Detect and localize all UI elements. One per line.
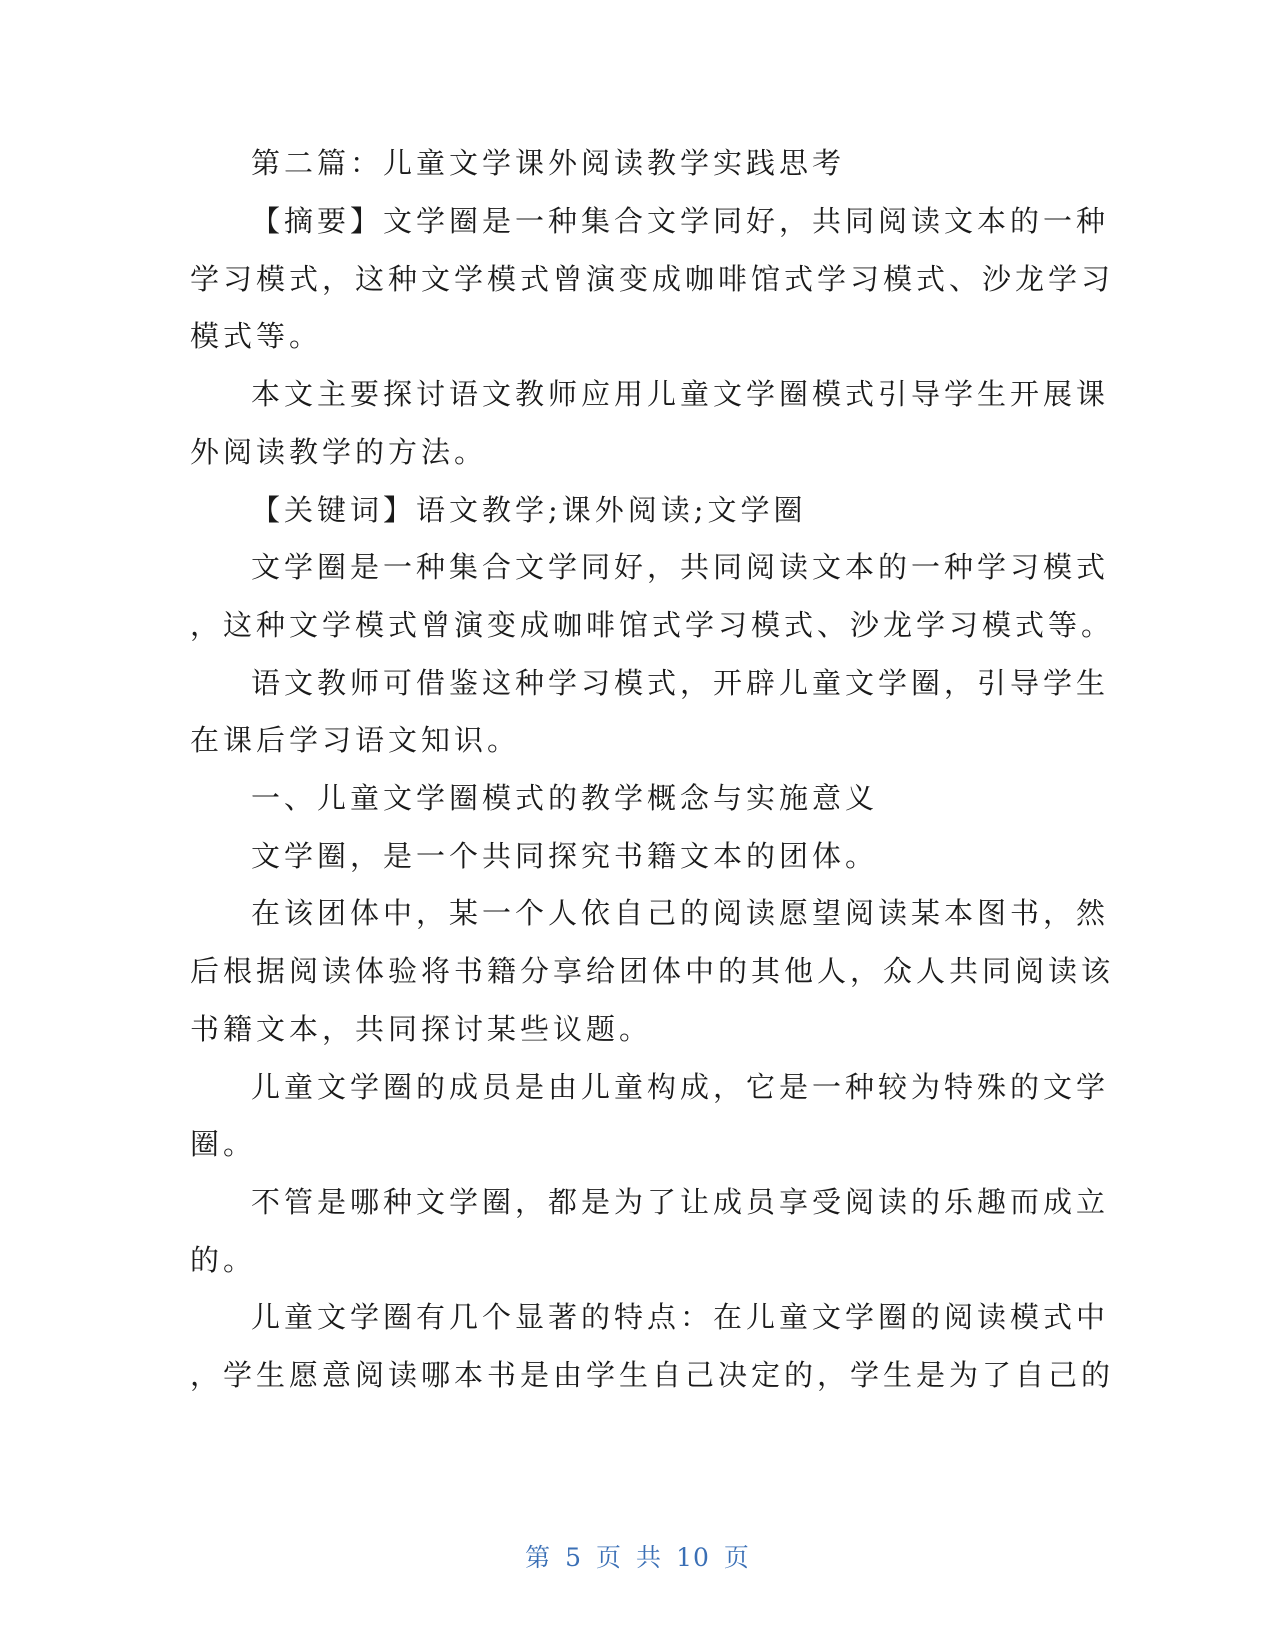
- footer-page-word: 页: [596, 1543, 623, 1572]
- body-line: 的。: [190, 1243, 257, 1277]
- body-line: 在该团体中，某一个人依自己的阅读愿望阅读某本图书，然: [251, 896, 1110, 930]
- body-line: 儿童文学圈有几个显著的特点：在儿童文学圈的阅读模式中: [251, 1300, 1110, 1334]
- abstract-line: 模式等。: [190, 319, 323, 353]
- body-line: 书籍文本，共同探讨某些议题。: [190, 1012, 653, 1046]
- total-pages-number: 10: [676, 1543, 710, 1572]
- body-line: ，这种文学模式曾演变成咖啡馆式学习模式、沙龙学习模式等。: [190, 608, 1115, 642]
- body-line: 圈。: [190, 1127, 257, 1161]
- body-line: 文学圈是一种集合文学同好，共同阅读文本的一种学习模式: [251, 550, 1110, 584]
- body-line: 文学圈，是一个共同探究书籍文本的团体。: [251, 839, 879, 873]
- body-line: 外阅读教学的方法。: [190, 435, 488, 469]
- section-title: 第二篇：儿童文学课外阅读教学实践思考: [251, 146, 846, 180]
- body-line: 本文主要探讨语文教师应用儿童文学圈模式引导学生开展课: [251, 377, 1110, 411]
- current-page-number: 5: [565, 1543, 583, 1572]
- footer-total-word: 共: [636, 1543, 663, 1572]
- body-line: 后根据阅读体验将书籍分享给团体中的其他人，众人共同阅读该: [190, 954, 1115, 988]
- body-line: 在课后学习语文知识。: [190, 723, 521, 757]
- section-heading: 一、儿童文学圈模式的教学概念与实施意义: [251, 781, 879, 815]
- abstract-line: 【摘要】文学圈是一种集合文学同好，共同阅读文本的一种: [251, 204, 1110, 238]
- abstract-line: 学习模式，这种文学模式曾演变成咖啡馆式学习模式、沙龙学习: [190, 262, 1115, 296]
- footer-suffix: 页: [723, 1543, 750, 1572]
- body-line: 语文教师可借鉴这种学习模式，开辟儿童文学圈，引导学生: [251, 666, 1110, 700]
- body-line: 儿童文学圈的成员是由儿童构成，它是一种较为特殊的文学: [251, 1070, 1110, 1104]
- body-line: ，学生愿意阅读哪本书是由学生自己决定的，学生是为了自己的: [190, 1358, 1115, 1392]
- page-footer: [0, 1541, 1275, 1575]
- keywords-line: 【关键词】语文教学;课外阅读;文学圈: [251, 493, 807, 527]
- body-line: 不管是哪种文学圈，都是为了让成员享受阅读的乐趣而成立: [251, 1185, 1110, 1219]
- footer-prefix: 第: [525, 1543, 552, 1572]
